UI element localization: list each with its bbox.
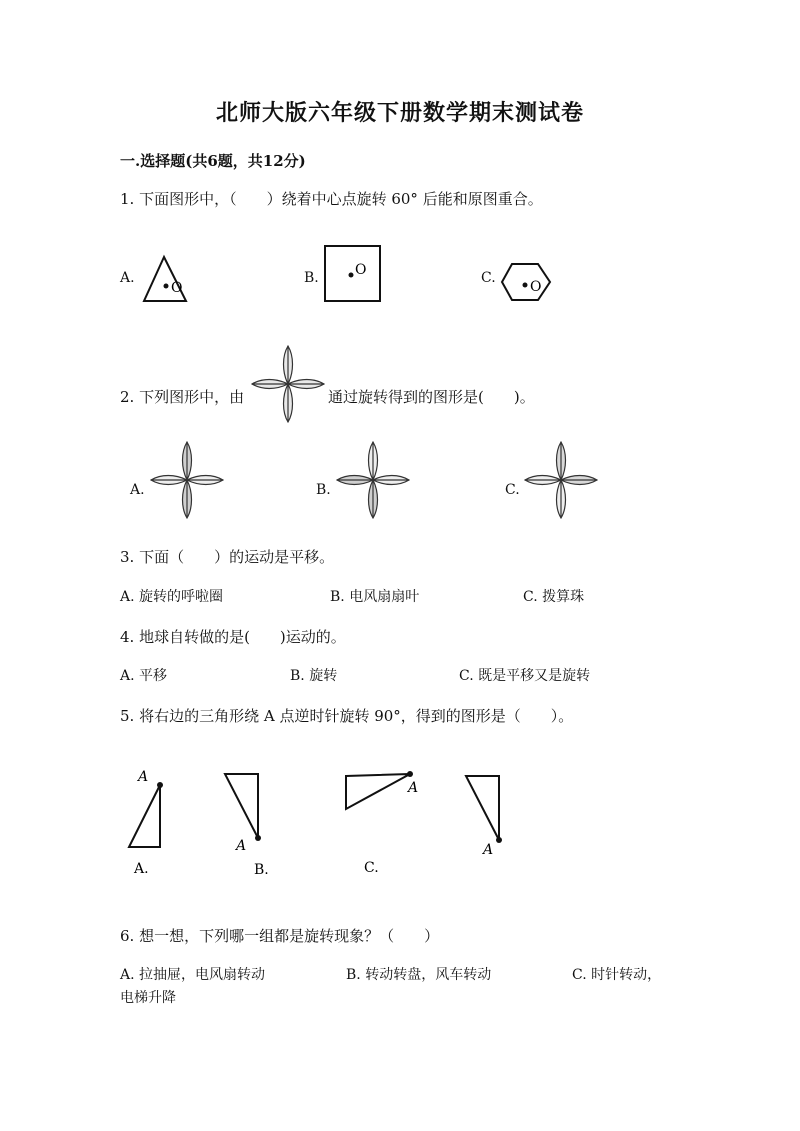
- q1-center-label-a: O: [171, 280, 183, 296]
- q2-flower-b: [334, 440, 412, 520]
- q3-option-c: C. 拨算珠: [523, 589, 585, 605]
- section-heading: 一.选择题(共6题，共12分): [120, 152, 306, 170]
- q1-option-c-label: C.: [481, 270, 496, 286]
- q3-option-a: A. 旋转的呼啦圈: [120, 589, 224, 605]
- q1-hexagon-figure: [500, 262, 560, 307]
- q5-point-a-label-4: A: [483, 842, 494, 858]
- q4-option-a: A. 平移: [120, 668, 168, 684]
- q1-square-figure: [323, 244, 393, 309]
- q5-option-b-label: B.: [254, 862, 269, 878]
- q2-option-a-label: A.: [130, 482, 145, 498]
- q1-center-label-b: O: [355, 262, 367, 278]
- q1-option-a-label: A.: [120, 270, 135, 286]
- q2-flower-c: [522, 440, 600, 520]
- q5-point-a-label-1: A: [138, 769, 149, 785]
- q5-option-c-label: C.: [364, 860, 379, 876]
- question-5-text: 5. 将右边的三角形绕 A 点逆时针旋转 90°，得到的图形是（ ）。: [120, 707, 574, 725]
- q5-triangle-original: [466, 773, 516, 863]
- question-2-prefix: 2. 下列图形中，由: [120, 388, 245, 406]
- q5-option-a-label: A.: [134, 861, 149, 877]
- question-2-suffix: 通过旋转得到的图形是( )。: [328, 388, 535, 406]
- q6-option-c: C. 时针转动，: [572, 967, 662, 983]
- q1-option-b-label: B.: [304, 270, 319, 286]
- q4-option-c: C. 既是平移又是旋转: [459, 668, 591, 684]
- q5-point-a-label-2: A: [236, 838, 247, 854]
- q2-flower-a: [148, 440, 226, 520]
- question-3-text: 3. 下面（ ）的运动是平移。: [120, 548, 335, 566]
- question-1-text: 1. 下面图形中，（ ）绕着中心点旋转 60° 后能和原图重合。: [120, 190, 543, 208]
- page-title: 北师大版六年级下册数学期末测试卷: [215, 100, 584, 126]
- q2-flower-original: [250, 344, 326, 424]
- q1-center-label-c: O: [530, 279, 542, 295]
- q1-triangle-figure: [140, 255, 220, 310]
- q5-point-a-label-3: A: [408, 780, 419, 796]
- q6-option-b: B. 转动转盘，风车转动: [346, 967, 492, 983]
- q6-option-a: A. 拉抽屉，电风扇转动: [120, 967, 266, 983]
- q5-triangle-c: [345, 768, 435, 878]
- q5-triangle-a: [120, 765, 180, 877]
- q6-option-a-continuation: 电梯升降: [120, 990, 176, 1006]
- q2-option-c-label: C.: [505, 482, 520, 498]
- q4-option-b: B. 旋转: [290, 668, 338, 684]
- question-6-text: 6. 想一想，下列哪一组都是旋转现象？（ ）: [120, 927, 440, 945]
- q5-triangle-b: [225, 770, 285, 880]
- question-4-text: 4. 地球自转做的是( )运动的。: [120, 628, 346, 646]
- q2-option-b-label: B.: [316, 482, 331, 498]
- q3-option-b: B. 电风扇扇叶: [330, 589, 420, 605]
